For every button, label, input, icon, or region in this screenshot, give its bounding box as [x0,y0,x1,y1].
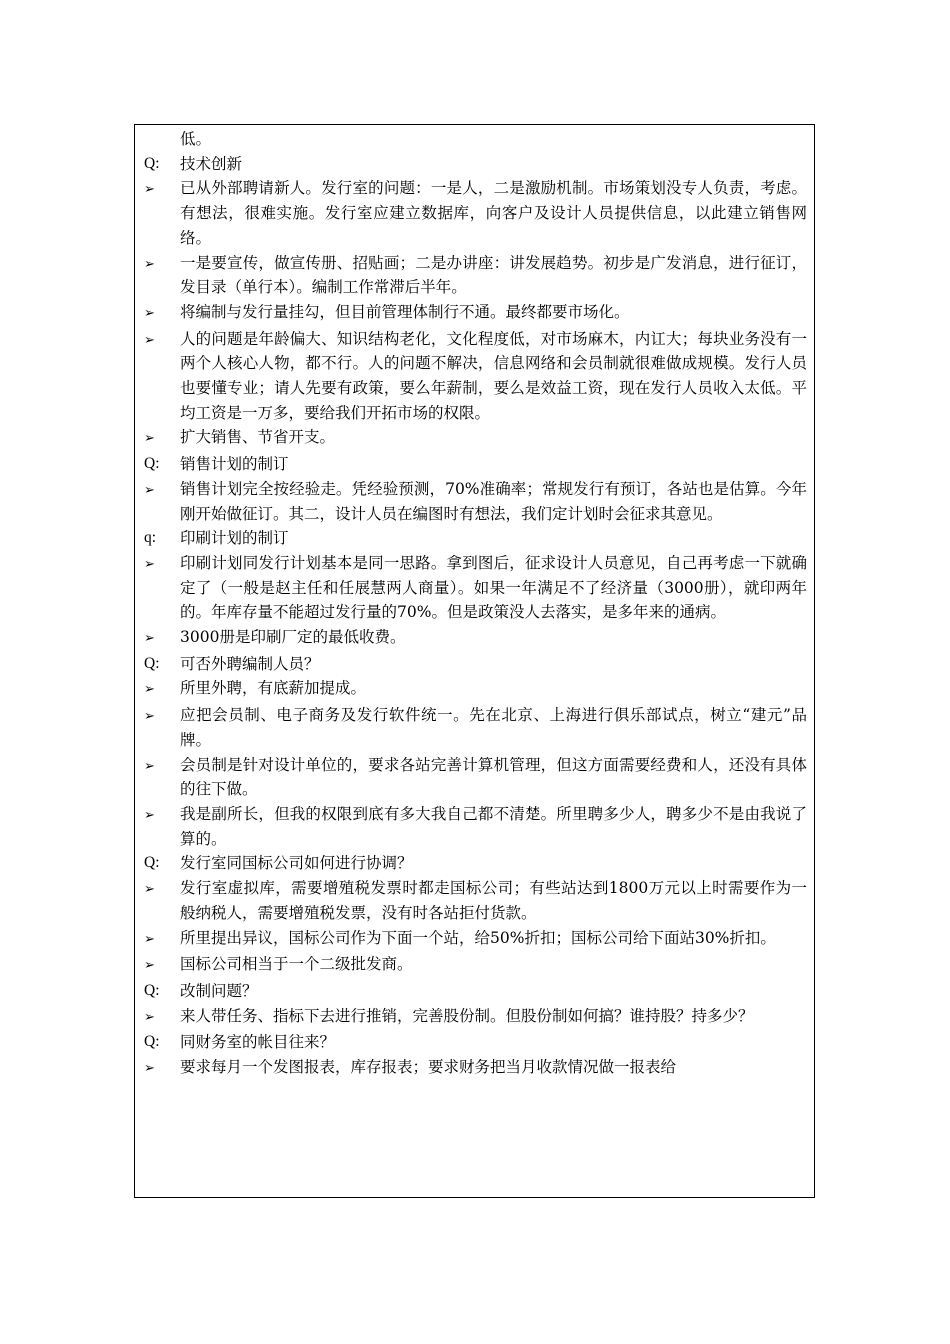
question-row [144,152,807,177]
arrow-glyph: ➢ [144,682,155,698]
arrow-glyph: ➢ [144,709,155,725]
arrow-bullet-icon [144,952,180,979]
question-text: 可否外聘编制人员？ [180,654,320,673]
bullet-row [144,625,807,652]
arrow-bullet-icon [144,753,180,780]
arrow-glyph: ➢ [144,305,155,321]
bullet-row [144,176,807,250]
arrow-glyph: ➢ [144,1061,155,1077]
bullet-row [144,703,807,752]
arrow-bullet-icon [144,1004,180,1031]
paragraph-text: 3000册是印刷厂定的最低收费。 [180,628,406,647]
bullet-row [144,1055,807,1082]
arrow-bullet-icon [144,876,180,903]
arrow-glyph: ➢ [144,1009,155,1025]
question-row [144,452,807,477]
question-marker: Q: [144,981,160,999]
bullet-row [144,802,807,851]
question-row [144,851,807,876]
question-marker: Q: [144,1033,160,1051]
arrow-glyph: ➢ [144,256,155,272]
paragraph-text: 印刷计划同发行计划基本是同一思路。拿到图后，征求设计人员意见，自己再考虑一下就确定了（一般是赵主任和任展慧两人商量）。如果一年满足不了经济量（3000册），就印两年的。年库存量不能超过发行量的70%。但是政策没人去落实，是多年来的通病。 [180,553,807,622]
arrow-glyph: ➢ [144,556,155,572]
arrow-glyph: ➢ [144,332,155,348]
arrow-glyph: ➢ [144,182,155,198]
document-frame [134,124,815,1198]
arrow-bullet-icon [144,551,180,578]
arrow-bullet-icon [144,477,180,504]
paragraph-text: 所里外聘，有底薪加提成。 [180,679,367,698]
paragraph-text: 发行室虚拟库，需要增殖税发票时都走国标公司；有些站达到1800万元以上时需要作为一般纳税人，需要增殖税发票，没有时各站拒付货款。 [180,879,807,922]
arrow-glyph: ➢ [144,931,155,947]
arrow-bullet-icon [144,425,180,452]
bullet-row [144,425,807,452]
question-marker: Q: [144,854,160,872]
arrow-bullet-icon [144,676,180,703]
arrow-bullet-icon [144,926,180,953]
arrow-glyph: ➢ [144,431,155,447]
arrow-bullet-icon [144,703,180,730]
bullet-row [144,551,807,625]
bullet-row [144,926,807,953]
arrow-bullet-icon [144,176,180,203]
question-marker: Q: [144,154,160,172]
paragraph-text: 国标公司相当于一个二级批发商。 [180,955,413,974]
bullet-row [144,753,807,802]
question-marker: Q: [144,654,160,672]
arrow-bullet-icon [144,802,180,829]
question-text: 发行室同国标公司如何进行协调？ [180,854,413,873]
question-row [144,526,807,551]
arrow-glyph: ➢ [144,958,155,974]
arrow-bullet-icon [144,251,180,278]
arrow-bullet-icon [144,1055,180,1082]
text-row [144,127,807,152]
arrow-glyph: ➢ [144,807,155,823]
paragraph-text: 我是副所长，但我的权限到底有多大我自己都不清楚。所里聘多少人，聘多少不是由我说了算的。 [180,804,807,848]
arrow-glyph: ➢ [144,882,155,898]
arrow-glyph: ➢ [144,482,155,498]
question-text: 同财务室的帐目往来？ [180,1033,336,1052]
question-text: 技术创新 [180,154,243,173]
bullet-row [144,1004,807,1031]
paragraph-text: 来人带任务、指标下去进行推销，完善股份制。但股份制如何搞？谁持股？持多少？ [180,1006,754,1025]
paragraph-text: 人的问题是年龄偏大、知识结构老化，文化程度低，对市场麻木，内讧大；每块业务没有一两个人核心人物，都不行。人的问题不解决，信息网络和会员制就很难做成规模。发行人员也要懂专业；请人先要有政策，要么年薪制，要么是效益工资，现在发行人员收入太低。平均工资是一万多，要给我们开拓市场的权限。 [180,329,807,422]
bullet-row [144,876,807,925]
document-content [144,127,807,1082]
paragraph-text: 低。 [180,130,212,148]
question-row [144,979,807,1004]
bullet-row [144,676,807,703]
question-row [144,652,807,677]
arrow-bullet-icon [144,300,180,327]
paragraph-text: 要求每月一个发图报表，库存报表；要求财务把当月收款情况做一报表给 [180,1058,677,1077]
arrow-glyph: ➢ [144,631,155,647]
paragraph-text: 所里提出异议，国标公司作为下面一个站，给50%折扣；国标公司给下面站30%折扣。 [180,928,776,947]
paragraph-text: 已从外部聘请新人。发行室的问题：一是人，二是激励机制。市场策划没专人负责，考虑。有想法，很难实施。发行室应建立数据库，向客户及设计人员提供信息，以此建立销售网络。 [180,179,807,247]
bullet-row [144,477,807,526]
bullet-row [144,952,807,979]
question-marker: Q: [144,455,160,473]
bullet-row [144,251,807,300]
arrow-bullet-icon [144,625,180,652]
question-text: 改制问题？ [180,981,258,1000]
paragraph-text: 扩大销售、节省开支。 [180,428,336,447]
paragraph-text: 一是要宣传，做宣传册、招贴画；二是办讲座：讲发展趋势。初步是广发消息，进行征订，发目录（单行本）。编制工作常滞后半年。 [180,253,807,297]
paragraph-text: 销售计划完全按经验走。凭经验预测，70%准确率；常规发行有预订，各站也是估算。今年刚开始做征订。其二，设计人员在编图时有想法，我们定计划时会征求其意见。 [180,479,807,523]
bullet-row [144,300,807,327]
paragraph-text: 将编制与发行量挂勾，但目前管理体制行不通。最终都要市场化。 [180,302,630,321]
arrow-bullet-icon [144,327,180,354]
paragraph-text: 会员制是针对设计单位的，要求各站完善计算机管理，但这方面需要经费和人，还没有具体的往下做。 [180,755,807,799]
arrow-glyph: ➢ [144,758,155,774]
question-text: 印刷计划的制订 [180,529,289,548]
question-text: 销售计划的制订 [180,455,289,474]
question-marker: q: [144,529,157,547]
paragraph-text: 应把会员制、电子商务及发行软件统一。先在北京、上海进行俱乐部试点，树立“建元”品牌。 [180,706,807,749]
question-row [144,1030,807,1055]
bullet-row [144,327,807,426]
